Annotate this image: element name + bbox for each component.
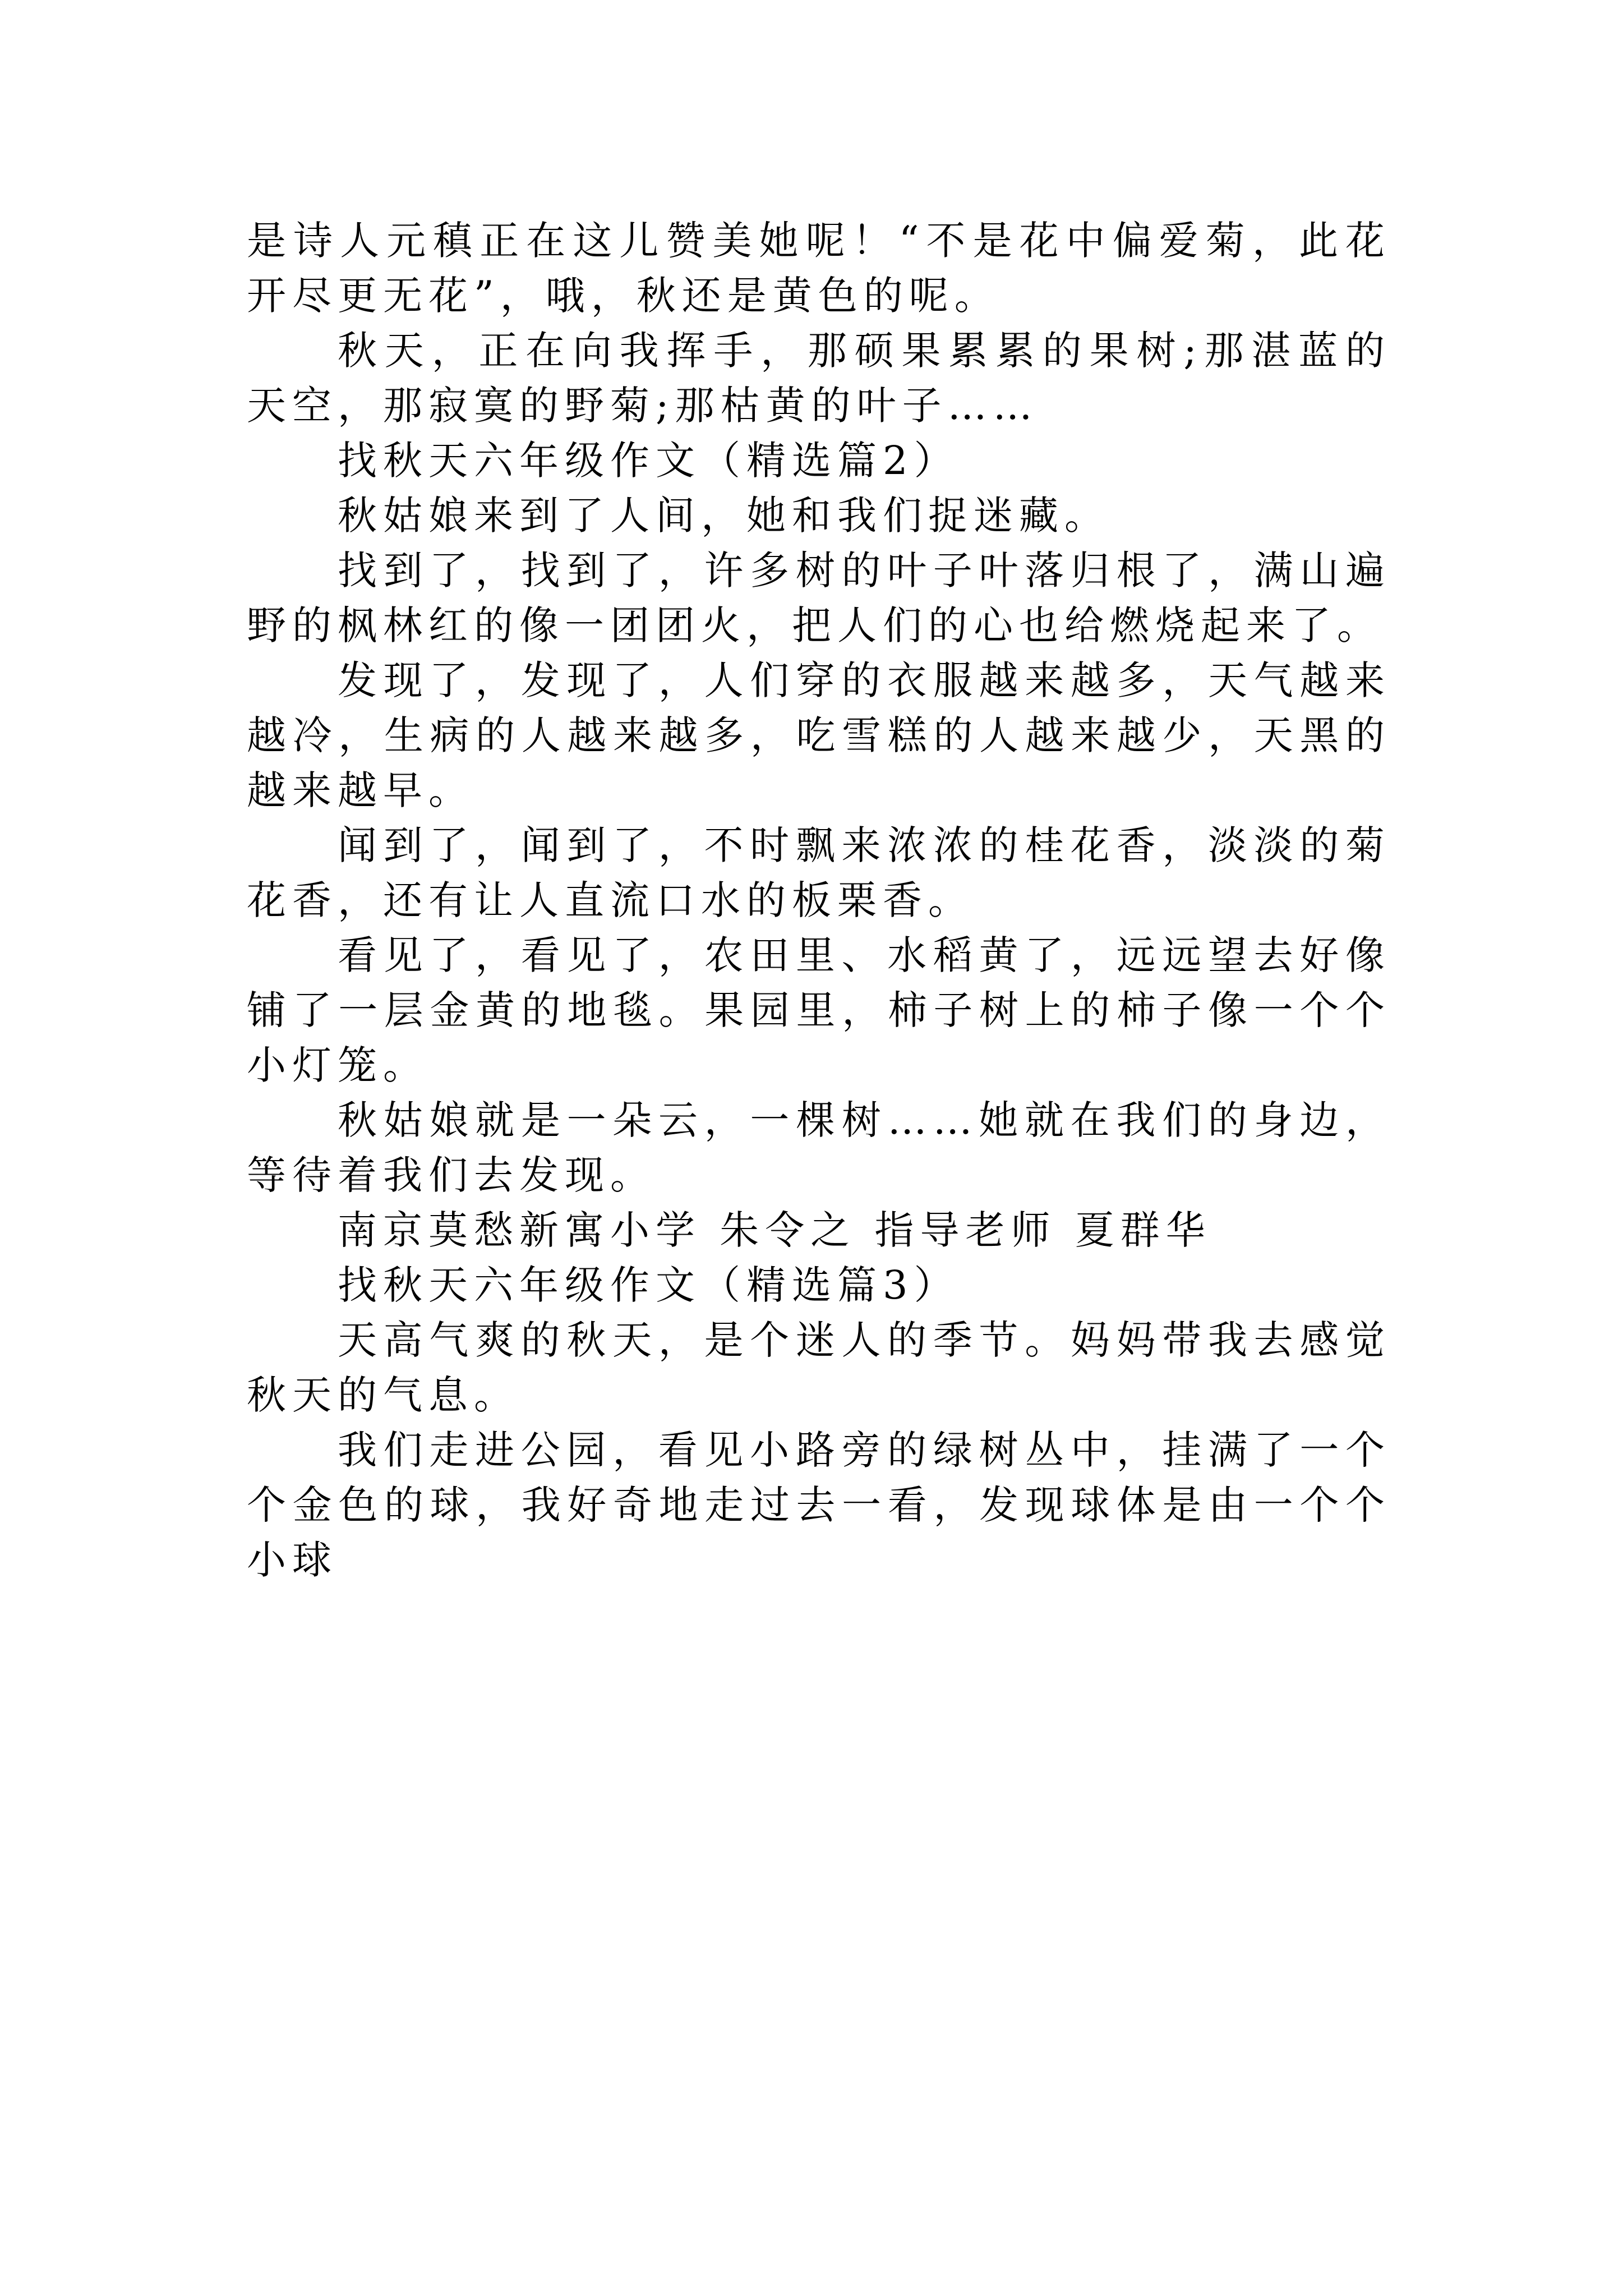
paragraph: 秋姑娘来到了人间，她和我们捉迷藏。: [338, 493, 1110, 539]
author-signature: 南京莫愁新寓小学 朱令之 指导老师 夏群华: [338, 1207, 1211, 1253]
paragraph: 找到了，找到了，许多树的叶子叶落归根了，满山遍野的枫林红的像一团团火，把人们的心也给燃烧起来了。: [247, 547, 1391, 648]
section-heading: 找秋天六年级作文（精选篇2）: [338, 438, 960, 484]
paragraph: 我们走进公园，看见小路旁的绿树丛中，挂满了一个个金色的球，我好奇地走过去一看，发现球体是由一个个小球: [247, 1427, 1391, 1583]
paragraph: 发现了，发现了，人们穿的衣服越来越多，天气越来越冷，生病的人越来越多，吃雪糕的人越来越少，天黑的越来越早。: [247, 657, 1391, 813]
paragraph: 天高气爽的秋天，是个迷人的季节。妈妈带我去感觉秋天的气息。: [247, 1317, 1391, 1418]
document-body: [247, 213, 1391, 1588]
paragraph: 闻到了，闻到了，不时飘来浓浓的桂花香，淡淡的菊花香，还有让人直流口水的板栗香。: [247, 822, 1391, 923]
paragraph: 是诗人元稹正在这儿赞美她呢！“不是花中偏爱菊，此花开尽更无花”，哦，秋还是黄色的呢。: [247, 218, 1391, 319]
paragraph: 秋天，正在向我挥手，那硕果累累的果树;那湛蓝的天空，那寂寞的野菊;那枯黄的叶子……: [247, 328, 1391, 429]
paragraph: 秋姑娘就是一朵云，一棵树……她就在我们的身边，等待着我们去发现。: [247, 1097, 1391, 1198]
paragraph: 看见了，看见了，农田里、水稻黄了，远远望去好像铺了一层金黄的地毯。果园里，柿子树上的柿子像一个个小灯笼。: [247, 932, 1391, 1088]
section-heading: 找秋天六年级作文（精选篇3）: [338, 1262, 960, 1308]
